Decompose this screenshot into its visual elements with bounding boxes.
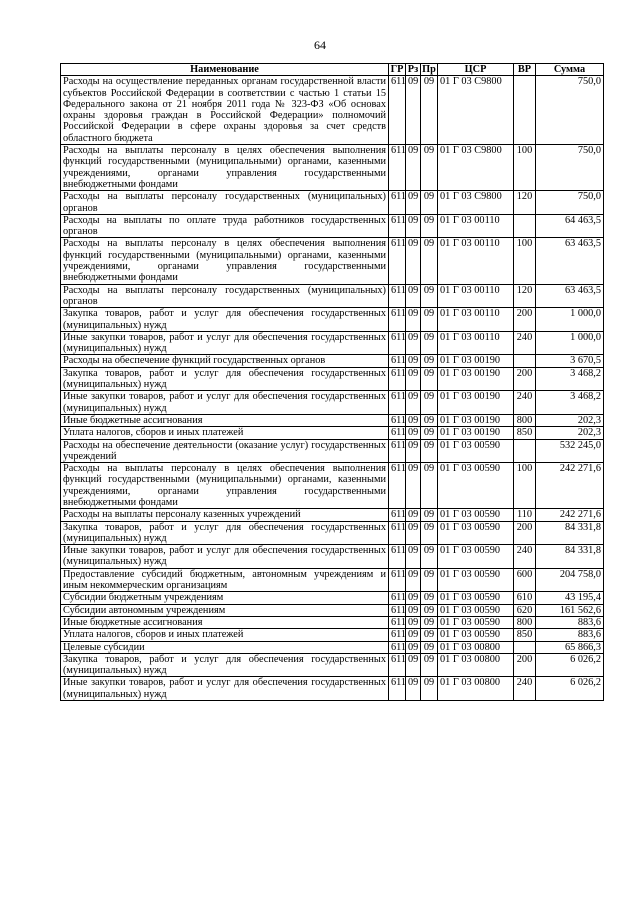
row-rz: 09	[406, 463, 421, 509]
row-rz: 09	[406, 604, 421, 616]
row-vr: 200	[514, 521, 536, 545]
row-vr: 240	[514, 677, 536, 701]
row-vr: 100	[514, 463, 536, 509]
row-sum: 750,0	[536, 76, 604, 145]
table-row	[61, 592, 604, 604]
row-gr: 611	[389, 653, 406, 677]
row-gr: 611	[389, 629, 406, 641]
row-csr: 01 Г 03 00590	[438, 545, 514, 569]
row-name: Расходы на осуществление переданных органам государственной власти субъектов Российской Федерации в соответствии с частью 1 статьи 15 Федерального закона от 21 ноября 2011 года № 323-ФЗ «Об основах охраны здоровья граждан в Российской Федерации» полномочий Российской Федерации в сфере охраны здоровья за счет средств областного бюджета	[61, 76, 389, 145]
row-pr: 09	[421, 367, 438, 391]
row-csr: 01 Г 03 00800	[438, 677, 514, 701]
row-rz: 09	[406, 568, 421, 592]
table-row	[61, 641, 604, 653]
row-rz: 09	[406, 545, 421, 569]
row-gr: 611	[389, 414, 406, 426]
row-rz: 09	[406, 509, 421, 521]
row-rz: 09	[406, 641, 421, 653]
row-name: Расходы на выплаты по оплате труда работников государственных органов	[61, 214, 389, 238]
table-row	[61, 191, 604, 215]
row-name: Иные закупки товаров, работ и услуг для обеспечения государственных (муниципальных) нужд	[61, 677, 389, 701]
row-sum: 750,0	[536, 191, 604, 215]
row-gr: 611	[389, 308, 406, 332]
budget-table	[60, 63, 604, 701]
row-csr: 01 Г 03 00190	[438, 391, 514, 415]
row-sum: 64 463,5	[536, 214, 604, 238]
row-name: Целевые субсидии	[61, 641, 389, 653]
row-rz: 09	[406, 331, 421, 355]
row-csr: 01 Г 03 00800	[438, 653, 514, 677]
row-csr: 01 Г 03 00110	[438, 214, 514, 238]
row-gr: 611	[389, 76, 406, 145]
row-gr: 611	[389, 439, 406, 463]
table-row	[61, 391, 604, 415]
row-vr: 110	[514, 509, 536, 521]
row-name: Расходы на выплаты персоналу казенных учреждений	[61, 509, 389, 521]
row-gr: 611	[389, 191, 406, 215]
page-number: 64	[314, 38, 326, 52]
row-pr: 09	[421, 568, 438, 592]
table-row	[61, 616, 604, 628]
table-row	[61, 331, 604, 355]
row-sum: 63 463,5	[536, 238, 604, 284]
row-name: Расходы на обеспечение деятельности (оказание услуг) государственных учреждений	[61, 439, 389, 463]
table-row	[61, 545, 604, 569]
row-rz: 09	[406, 592, 421, 604]
row-gr: 611	[389, 592, 406, 604]
row-csr: 01 Г 03 00590	[438, 509, 514, 521]
table-row	[61, 214, 604, 238]
table-row	[61, 604, 604, 616]
table-row	[61, 521, 604, 545]
row-pr: 09	[421, 592, 438, 604]
row-sum: 3 670,5	[536, 355, 604, 367]
row-rz: 09	[406, 284, 421, 308]
row-gr: 611	[389, 568, 406, 592]
row-pr: 09	[421, 76, 438, 145]
row-vr: 800	[514, 616, 536, 628]
row-gr: 611	[389, 355, 406, 367]
row-gr: 611	[389, 331, 406, 355]
row-name: Субсидии автономным учреждениям	[61, 604, 389, 616]
row-name: Расходы на выплаты персоналу в целях обеспечения выполнения функций государственными (муниципальными) органами, казенными учреждениями, органами управления государственными внебюджетными фондами	[61, 463, 389, 509]
header-csr: ЦСР	[438, 64, 514, 76]
row-sum: 84 331,8	[536, 545, 604, 569]
row-sum: 6 026,2	[536, 653, 604, 677]
row-sum: 43 195,4	[536, 592, 604, 604]
row-pr: 09	[421, 391, 438, 415]
row-sum: 1 000,0	[536, 308, 604, 332]
row-rz: 09	[406, 214, 421, 238]
row-sum: 202,3	[536, 427, 604, 439]
row-sum: 6 026,2	[536, 677, 604, 701]
row-rz: 09	[406, 629, 421, 641]
row-csr: 01 Г 03 00190	[438, 414, 514, 426]
row-csr: 01 Г 03 С9800	[438, 191, 514, 215]
header-sum: Сумма	[536, 64, 604, 76]
header-gr: ГР	[389, 64, 406, 76]
row-csr: 01 Г 03 00590	[438, 604, 514, 616]
row-rz: 09	[406, 238, 421, 284]
table-row	[61, 238, 604, 284]
row-pr: 09	[421, 214, 438, 238]
row-sum: 3 468,2	[536, 391, 604, 415]
table-row	[61, 629, 604, 641]
row-sum: 883,6	[536, 616, 604, 628]
row-vr: 200	[514, 653, 536, 677]
row-name: Закупка товаров, работ и услуг для обеспечения государственных (муниципальных) нужд	[61, 367, 389, 391]
row-sum: 750,0	[536, 145, 604, 191]
row-rz: 09	[406, 653, 421, 677]
row-name: Уплата налогов, сборов и иных платежей	[61, 427, 389, 439]
row-csr: 01 Г 03 00590	[438, 616, 514, 628]
row-name: Закупка товаров, работ и услуг для обеспечения государственных (муниципальных) нужд	[61, 308, 389, 332]
row-pr: 09	[421, 653, 438, 677]
row-name: Иные закупки товаров, работ и услуг для обеспечения государственных (муниципальных) нужд	[61, 391, 389, 415]
row-sum: 883,6	[536, 629, 604, 641]
row-csr: 01 Г 03 00110	[438, 284, 514, 308]
row-vr	[514, 641, 536, 653]
row-vr: 120	[514, 191, 536, 215]
row-rz: 09	[406, 391, 421, 415]
row-vr: 200	[514, 308, 536, 332]
row-sum: 84 331,8	[536, 521, 604, 545]
row-gr: 611	[389, 214, 406, 238]
row-sum: 532 245,0	[536, 439, 604, 463]
table-row	[61, 367, 604, 391]
row-csr: 01 Г 03 С9800	[438, 76, 514, 145]
row-rz: 09	[406, 308, 421, 332]
row-pr: 09	[421, 284, 438, 308]
table-row	[61, 427, 604, 439]
row-pr: 09	[421, 604, 438, 616]
row-pr: 09	[421, 463, 438, 509]
row-vr	[514, 76, 536, 145]
row-pr: 09	[421, 308, 438, 332]
row-gr: 611	[389, 238, 406, 284]
row-vr: 240	[514, 391, 536, 415]
row-vr: 100	[514, 238, 536, 284]
row-name: Расходы на обеспечение функций государственных органов	[61, 355, 389, 367]
row-name: Иные закупки товаров, работ и услуг для обеспечения государственных (муниципальных) нужд	[61, 545, 389, 569]
row-sum: 242 271,6	[536, 463, 604, 509]
row-rz: 09	[406, 191, 421, 215]
row-sum: 65 866,3	[536, 641, 604, 653]
row-pr: 09	[421, 521, 438, 545]
row-pr: 09	[421, 414, 438, 426]
table-row	[61, 653, 604, 677]
row-sum: 242 271,6	[536, 509, 604, 521]
row-sum: 3 468,2	[536, 367, 604, 391]
header-pr: Пр	[422, 64, 436, 75]
row-name: Иные бюджетные ассигнования	[61, 414, 389, 426]
table-row	[61, 284, 604, 308]
row-pr: 09	[421, 145, 438, 191]
table-row	[61, 145, 604, 191]
row-vr: 620	[514, 604, 536, 616]
table-row	[61, 439, 604, 463]
table-row	[61, 568, 604, 592]
row-pr: 09	[421, 191, 438, 215]
row-name: Расходы на выплаты персоналу государственных (муниципальных) органов	[61, 284, 389, 308]
row-vr: 240	[514, 545, 536, 569]
row-gr: 611	[389, 427, 406, 439]
row-vr	[514, 355, 536, 367]
row-rz: 09	[406, 355, 421, 367]
header-rz: Рз	[406, 64, 421, 76]
row-sum: 161 562,6	[536, 604, 604, 616]
row-name: Предоставление субсидий бюджетным, автономным учреждениям и иным некоммерческим организациям	[61, 568, 389, 592]
row-vr: 850	[514, 427, 536, 439]
row-name: Закупка товаров, работ и услуг для обеспечения государственных (муниципальных) нужд	[61, 521, 389, 545]
row-pr: 09	[421, 545, 438, 569]
row-vr: 600	[514, 568, 536, 592]
row-pr: 09	[421, 439, 438, 463]
row-rz: 09	[406, 76, 421, 145]
row-gr: 611	[389, 521, 406, 545]
table-row	[61, 76, 604, 145]
row-pr: 09	[421, 677, 438, 701]
row-csr: 01 Г 03 00190	[438, 367, 514, 391]
row-gr: 611	[389, 545, 406, 569]
table-row	[61, 509, 604, 521]
row-csr: 01 Г 03 00190	[438, 355, 514, 367]
table-row	[61, 308, 604, 332]
row-csr: 01 Г 03 00110	[438, 331, 514, 355]
row-csr: 01 Г 03 00190	[438, 427, 514, 439]
table-row	[61, 463, 604, 509]
row-gr: 611	[389, 284, 406, 308]
row-gr: 611	[389, 145, 406, 191]
row-rz: 09	[406, 367, 421, 391]
row-csr: 01 Г 03 00590	[438, 592, 514, 604]
row-name: Субсидии бюджетным учреждениям	[61, 592, 389, 604]
row-name: Иные закупки товаров, работ и услуг для обеспечения государственных (муниципальных) нужд	[61, 331, 389, 355]
row-name: Расходы на выплаты персоналу в целях обеспечения выполнения функций государственными (муниципальными) органами, казенными учреждениями, органами управления государственными внебюджетными фондами	[61, 238, 389, 284]
table-row	[61, 677, 604, 701]
row-pr: 09	[421, 355, 438, 367]
row-gr: 611	[389, 677, 406, 701]
row-csr: 01 Г 03 00110	[438, 238, 514, 284]
row-vr: 850	[514, 629, 536, 641]
table-row	[61, 355, 604, 367]
row-csr: 01 Г 03 00590	[438, 521, 514, 545]
row-vr: 800	[514, 414, 536, 426]
row-vr	[514, 214, 536, 238]
header-name: Наименование	[61, 64, 389, 76]
row-pr: 09	[421, 616, 438, 628]
row-vr: 120	[514, 284, 536, 308]
row-rz: 09	[406, 616, 421, 628]
row-csr: 01 Г 03 00110	[438, 308, 514, 332]
table-row	[61, 414, 604, 426]
row-vr	[514, 439, 536, 463]
row-rz: 09	[406, 427, 421, 439]
row-name: Иные бюджетные ассигнования	[61, 616, 389, 628]
row-gr: 611	[389, 604, 406, 616]
row-csr: 01 Г 03 00590	[438, 629, 514, 641]
row-sum: 204 758,0	[536, 568, 604, 592]
header-vr: ВР	[514, 64, 536, 76]
row-csr: 01 Г 03 00590	[438, 439, 514, 463]
row-rz: 09	[406, 414, 421, 426]
row-csr: 01 Г 03 С9800	[438, 145, 514, 191]
row-pr: 09	[421, 629, 438, 641]
row-name: Расходы на выплаты персоналу государственных (муниципальных) органов	[61, 191, 389, 215]
table-header-row	[61, 64, 604, 76]
row-rz: 09	[406, 439, 421, 463]
row-pr: 09	[421, 509, 438, 521]
row-gr: 611	[389, 463, 406, 509]
row-sum: 63 463,5	[536, 284, 604, 308]
row-pr: 09	[421, 641, 438, 653]
row-csr: 01 Г 03 00590	[438, 463, 514, 509]
row-rz: 09	[406, 521, 421, 545]
row-pr: 09	[421, 238, 438, 284]
row-sum: 1 000,0	[536, 331, 604, 355]
row-vr: 240	[514, 331, 536, 355]
row-gr: 611	[389, 367, 406, 391]
row-rz: 09	[406, 677, 421, 701]
row-name: Закупка товаров, работ и услуг для обеспечения государственных (муниципальных) нужд	[61, 653, 389, 677]
row-csr: 01 Г 03 00800	[438, 641, 514, 653]
row-csr: 01 Г 03 00590	[438, 568, 514, 592]
row-name: Уплата налогов, сборов и иных платежей	[61, 629, 389, 641]
row-pr: 09	[421, 427, 438, 439]
row-name: Расходы на выплаты персоналу в целях обеспечения выполнения функций государственными (муниципальными) органами, казенными учреждениями, органами управления государственными внебюджетными фондами	[61, 145, 389, 191]
row-gr: 611	[389, 616, 406, 628]
row-gr: 611	[389, 391, 406, 415]
row-vr: 610	[514, 592, 536, 604]
row-gr: 611	[389, 509, 406, 521]
row-gr: 611	[389, 641, 406, 653]
row-pr: 09	[421, 331, 438, 355]
row-vr: 200	[514, 367, 536, 391]
row-vr: 100	[514, 145, 536, 191]
row-sum: 202,3	[536, 414, 604, 426]
row-rz: 09	[406, 145, 421, 191]
